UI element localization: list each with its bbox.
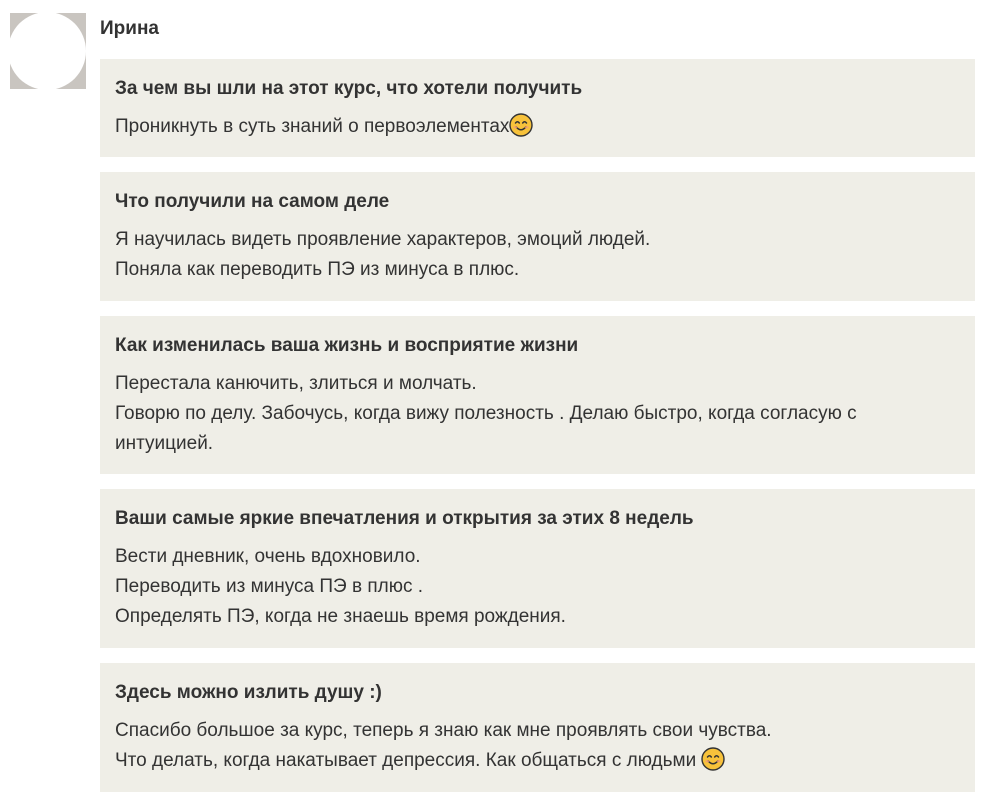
section-title: Что получили на самом деле bbox=[115, 191, 390, 212]
avatar-circle bbox=[10, 13, 86, 89]
review-section-impressions bbox=[100, 489, 975, 648]
review-section-goal bbox=[100, 59, 975, 157]
section-line: Поняла как переводить ПЭ из минуса в плюс. bbox=[115, 259, 520, 280]
avatar bbox=[10, 13, 86, 89]
author-name: Ирина bbox=[100, 18, 159, 39]
section-line: Спасибо большое за курс, теперь я знаю как мне проявлять свои чувства. bbox=[115, 720, 772, 741]
section-line: Вести дневник, очень вдохновило. bbox=[115, 546, 421, 567]
section-line bbox=[115, 112, 960, 142]
section-title: За чем вы шли на этот курс, что хотели получить bbox=[115, 78, 583, 99]
section-line-text: Что делать, когда накатывает депрессия. Как общаться с людьми bbox=[115, 750, 702, 771]
section-line: Перестала канючить, злиться и молчать. bbox=[115, 373, 477, 394]
smiling-face-icon bbox=[509, 113, 533, 137]
section-line: Я научилась видеть проявление характеров, эмоций людей. bbox=[115, 229, 651, 250]
review-section-life-change bbox=[100, 316, 975, 474]
section-line: Переводить из минуса ПЭ в плюс . bbox=[115, 576, 424, 597]
section-title: Ваши самые яркие впечатления и открытия за этих 8 недель bbox=[115, 508, 694, 529]
section-line-text: Проникнуть в суть знаний о первоэлементах bbox=[115, 116, 510, 137]
smiling-face-icon bbox=[701, 747, 725, 771]
section-line bbox=[115, 746, 960, 776]
review-section-result bbox=[100, 172, 975, 301]
section-line: Говорю по делу. Забочусь, когда вижу полезность . Делаю быстро, когда согласую с bbox=[115, 403, 857, 424]
review-section-free-text bbox=[100, 663, 975, 792]
section-line: интуицией. bbox=[115, 433, 214, 454]
section-title: Здесь можно излить душу :) bbox=[115, 682, 382, 703]
section-line: Определять ПЭ, когда не знаешь время рождения. bbox=[115, 606, 566, 627]
section-title: Как изменилась ваша жизнь и восприятие жизни bbox=[115, 335, 579, 356]
